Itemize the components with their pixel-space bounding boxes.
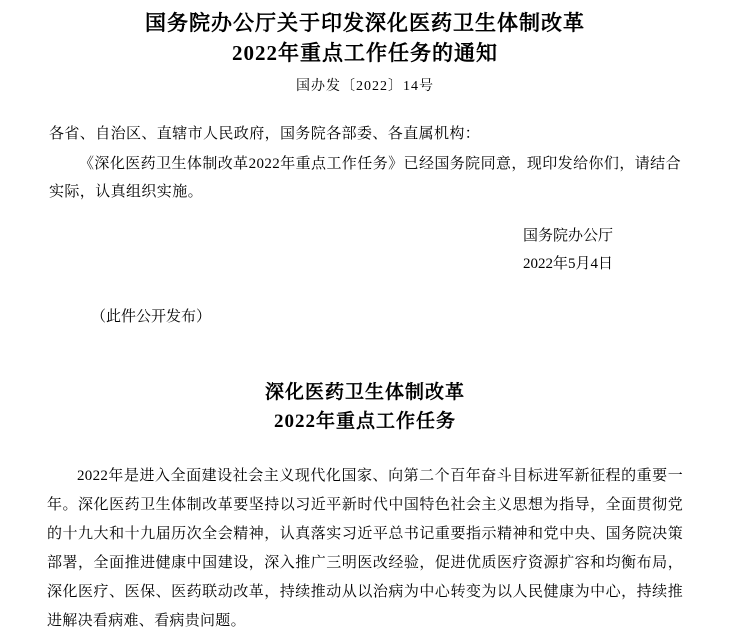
section-title [60, 378, 670, 436]
signature-date: 2022年5月4日 [522, 256, 613, 272]
section-title-line-2: 2022年重点工作任务 [273, 411, 456, 432]
signature-block [49, 222, 681, 278]
document-title-line-1: 国务院办公厅关于印发深化医药卫生体制改革 [145, 11, 585, 35]
signature-organization: 国务院办公厅 [522, 228, 613, 244]
document-body [49, 120, 681, 206]
public-release-note: （此件公开发布） [91, 309, 212, 325]
section-title-line-1: 深化医药卫生体制改革 [264, 382, 465, 403]
document-page [0, 8, 730, 629]
document-title-line-2: 2022年重点工作任务的通知 [232, 41, 498, 65]
salutation: 各省、自治区、直辖市人民政府，国务院各部委、各直属机构： [49, 126, 481, 142]
body-paragraph: 《深化医药卫生体制改革2022年重点工作任务》已经国务院同意，现印发给你们，请结合实际，认真组织实施。 [49, 156, 681, 200]
document-title [60, 8, 670, 68]
section-paragraph: 2022年是进入全面建设社会主义现代化国家、向第二个百年奋斗目标进军新征程的重要一年。深化医药卫生体制改革要坚持以习近平新时代中国特色社会主义思想为指导，全面贯彻党的十九大和十九届历次全会精神，认真落实习近平总书记重要指示精神和党中央、国务院决策部署，全面推进健康中国建设，深入推广三明医改经验，促进优质医疗资源扩容和均衡布局，深化医疗、医保、医药联动改革，持续推动从以治病为中心转变为以人民健康为中心，持续推进解决看病难、看病贵问题。 [47, 468, 683, 629]
document-number: 国办发〔2022〕14号 [296, 79, 434, 94]
